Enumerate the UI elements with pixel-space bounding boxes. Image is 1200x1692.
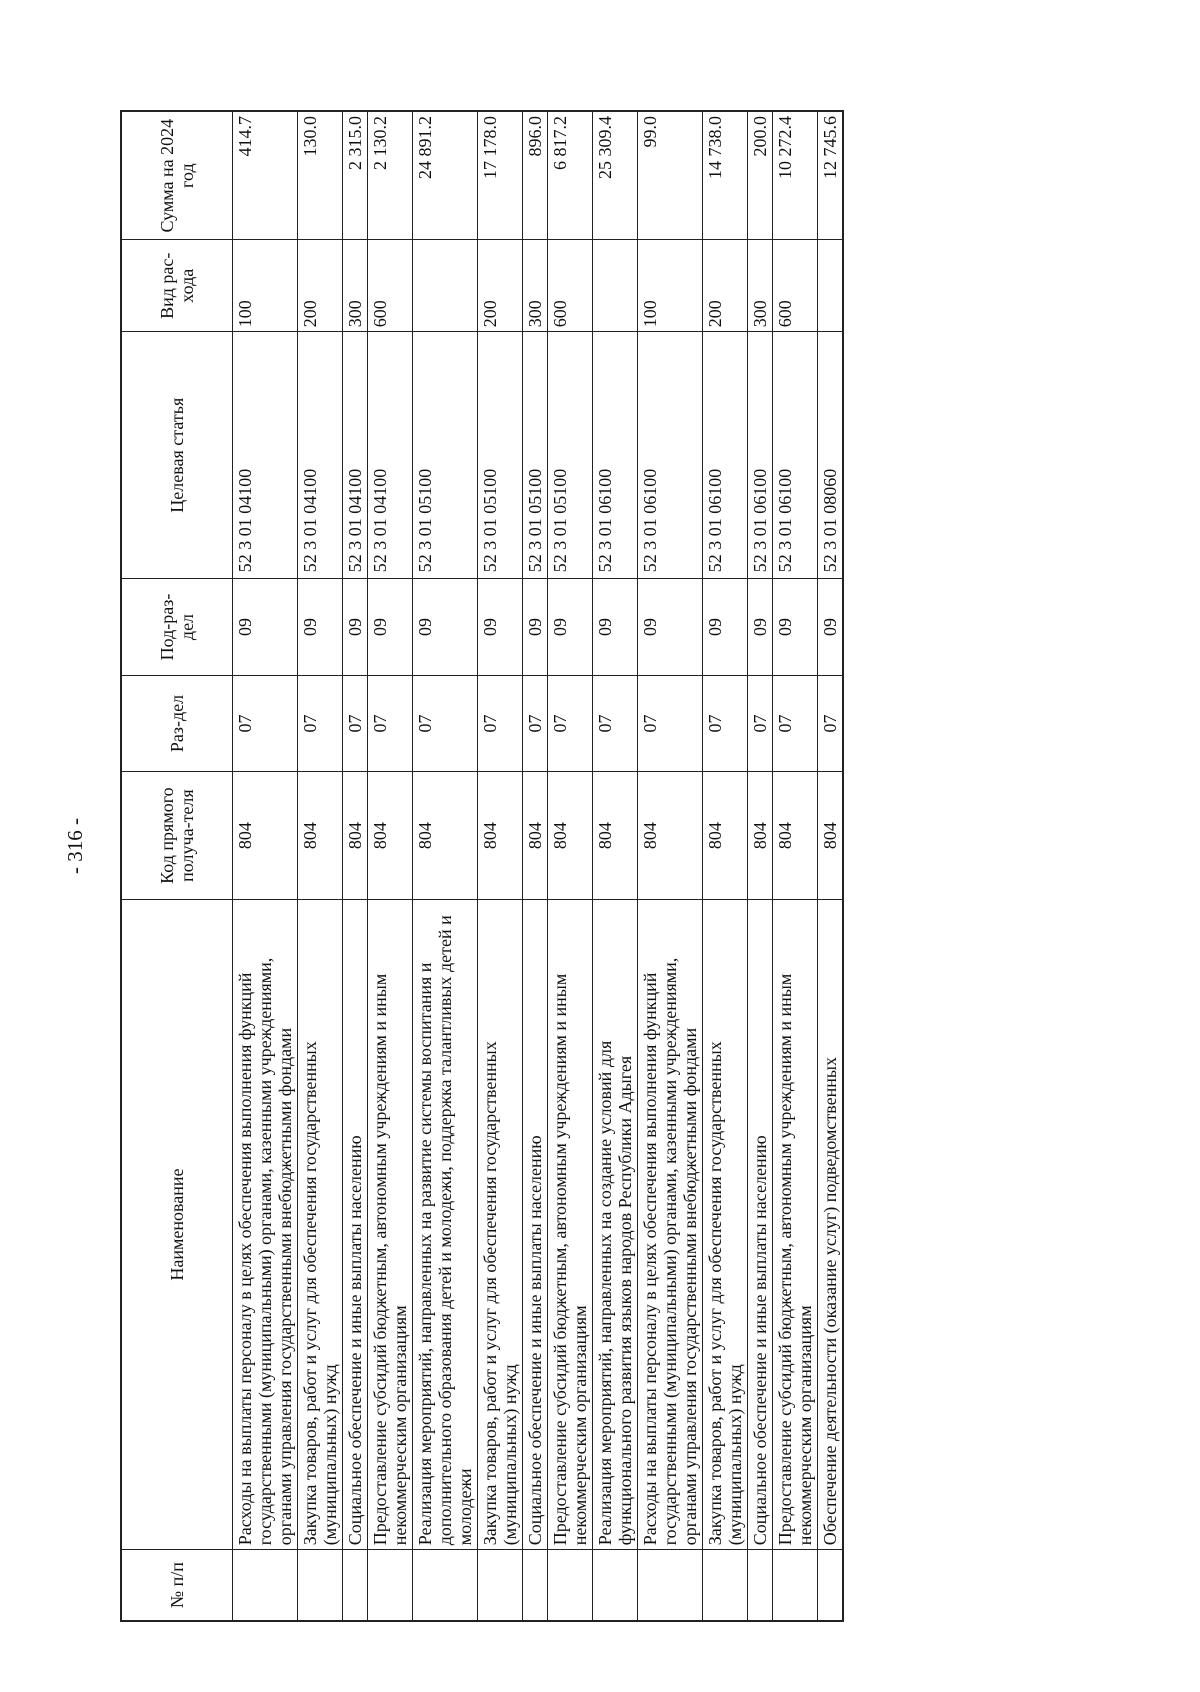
table-row <box>703 111 748 1621</box>
row-expense-type: 300 <box>523 240 548 332</box>
table-header-row <box>121 111 233 1621</box>
row-number <box>593 1550 638 1621</box>
row-subsection: 09 <box>748 579 773 676</box>
table-row <box>298 111 343 1621</box>
header-receiver: Код прямого получа-теля <box>121 772 233 900</box>
row-section: 07 <box>298 675 343 772</box>
row-section: 07 <box>638 675 703 772</box>
table-row <box>523 111 548 1621</box>
row-expense-type: 200 <box>703 240 748 332</box>
row-target-article: 52 3 01 06100 <box>703 332 748 579</box>
row-subsection: 09 <box>638 579 703 676</box>
row-receiver-code: 804 <box>478 772 523 900</box>
row-subsection: 09 <box>478 579 523 676</box>
header-amount: Сумма на 2024 год <box>121 111 233 240</box>
row-subsection: 09 <box>343 579 368 676</box>
table-row <box>593 111 638 1621</box>
row-name: Предоставление субсидий бюджетным, автономным учреждениям и иным некоммерческим организациям <box>368 899 413 1549</box>
row-expense-type: 100 <box>638 240 703 332</box>
row-subsection: 09 <box>523 579 548 676</box>
row-section: 07 <box>368 675 413 772</box>
row-expense-type: 600 <box>548 240 593 332</box>
row-expense-type: 600 <box>368 240 413 332</box>
row-name: Социальное обеспечение и иные выплаты населению <box>523 899 548 1549</box>
row-expense-type: 200 <box>298 240 343 332</box>
row-name: Обеспечение деятельности (оказание услуг) подведомственных <box>818 899 844 1549</box>
row-section: 07 <box>818 675 844 772</box>
row-amount: 200.0 <box>748 111 773 240</box>
row-number <box>413 1550 478 1621</box>
row-name: Реализация мероприятий, направленных на создание условий для функционального развития языков народов Республики Адыгея <box>593 899 638 1549</box>
row-amount: 2 315.0 <box>343 111 368 240</box>
table-row <box>478 111 523 1621</box>
row-receiver-code: 804 <box>298 772 343 900</box>
row-amount: 130.0 <box>298 111 343 240</box>
header-type: Вид рас-хода <box>121 240 233 332</box>
row-section: 07 <box>478 675 523 772</box>
row-target-article: 52 3 01 05100 <box>478 332 523 579</box>
row-target-article: 52 3 01 04100 <box>233 332 298 579</box>
row-receiver-code: 804 <box>413 772 478 900</box>
row-target-article: 52 3 01 05100 <box>548 332 593 579</box>
row-receiver-code: 804 <box>233 772 298 900</box>
row-target-article: 52 3 01 08060 <box>818 332 844 579</box>
header-target: Целевая статья <box>121 332 233 579</box>
row-section: 07 <box>593 675 638 772</box>
row-name: Предоставление субсидий бюджетным, автономным учреждениям и иным некоммерческим организациям <box>548 899 593 1549</box>
row-section: 07 <box>343 675 368 772</box>
row-section: 07 <box>548 675 593 772</box>
row-number <box>638 1550 703 1621</box>
row-target-article: 52 3 01 06100 <box>748 332 773 579</box>
row-section: 07 <box>773 675 818 772</box>
table-row <box>773 111 818 1621</box>
table-row <box>343 111 368 1621</box>
row-number <box>703 1550 748 1621</box>
row-subsection: 09 <box>413 579 478 676</box>
row-number <box>773 1550 818 1621</box>
row-expense-type <box>818 240 844 332</box>
header-num: № п/п <box>121 1550 233 1621</box>
row-subsection: 09 <box>233 579 298 676</box>
row-target-article: 52 3 01 06100 <box>593 332 638 579</box>
row-number <box>368 1550 413 1621</box>
row-target-article: 52 3 01 04100 <box>368 332 413 579</box>
row-subsection: 09 <box>368 579 413 676</box>
row-amount: 99.0 <box>638 111 703 240</box>
row-expense-type <box>593 240 638 332</box>
row-amount: 17 178.0 <box>478 111 523 240</box>
row-number <box>548 1550 593 1621</box>
row-receiver-code: 804 <box>368 772 413 900</box>
row-number <box>298 1550 343 1621</box>
row-receiver-code: 804 <box>638 772 703 900</box>
header-subsection: Под-раз-дел <box>121 579 233 676</box>
row-amount: 10 272.4 <box>773 111 818 240</box>
row-receiver-code: 804 <box>593 772 638 900</box>
row-name: Социальное обеспечение и иные выплаты населению <box>343 899 368 1549</box>
row-number <box>233 1550 298 1621</box>
table-row <box>413 111 478 1621</box>
row-name: Закупка товаров, работ и услуг для обеспечения государственных (муниципальных) нужд <box>298 899 343 1549</box>
row-amount: 24 891.2 <box>413 111 478 240</box>
row-subsection: 09 <box>298 579 343 676</box>
header-section: Раз-дел <box>121 675 233 772</box>
row-name: Закупка товаров, работ и услуг для обеспечения государственных (муниципальных) нужд <box>703 899 748 1549</box>
row-section: 07 <box>523 675 548 772</box>
row-expense-type: 300 <box>748 240 773 332</box>
row-receiver-code: 804 <box>523 772 548 900</box>
row-target-article: 52 3 01 05100 <box>413 332 478 579</box>
budget-table <box>120 110 844 1622</box>
table-row <box>548 111 593 1621</box>
row-subsection: 09 <box>593 579 638 676</box>
row-amount: 12 745.6 <box>818 111 844 240</box>
row-subsection: 09 <box>773 579 818 676</box>
table-row <box>368 111 413 1621</box>
row-receiver-code: 804 <box>703 772 748 900</box>
row-subsection: 09 <box>818 579 844 676</box>
row-receiver-code: 804 <box>748 772 773 900</box>
row-expense-type: 300 <box>343 240 368 332</box>
row-section: 07 <box>703 675 748 772</box>
row-name: Предоставление субсидий бюджетным, автономным учреждениям и иным некоммерческим организациям <box>773 899 818 1549</box>
page-number: - 316 - <box>63 818 87 874</box>
row-number <box>478 1550 523 1621</box>
row-section: 07 <box>233 675 298 772</box>
row-name: Расходы на выплаты персоналу в целях обеспечения выполнения функций государственными (муниципальными) органами, казенными учреждениями, органами управления государственными внебюджетными фондами <box>233 899 298 1549</box>
row-expense-type: 200 <box>478 240 523 332</box>
row-target-article: 52 3 01 05100 <box>523 332 548 579</box>
row-target-article: 52 3 01 06100 <box>773 332 818 579</box>
row-number <box>748 1550 773 1621</box>
row-amount: 14 738.0 <box>703 111 748 240</box>
row-receiver-code: 804 <box>343 772 368 900</box>
row-number <box>343 1550 368 1621</box>
row-expense-type: 600 <box>773 240 818 332</box>
row-expense-type: 100 <box>233 240 298 332</box>
row-number <box>523 1550 548 1621</box>
header-name: Наименование <box>121 899 233 1549</box>
table-rotation-wrapper <box>120 110 1100 1622</box>
table-row <box>818 111 844 1621</box>
table-body <box>233 111 844 1621</box>
row-expense-type <box>413 240 478 332</box>
row-receiver-code: 804 <box>548 772 593 900</box>
table-row <box>748 111 773 1621</box>
table-row <box>638 111 703 1621</box>
row-name: Закупка товаров, работ и услуг для обеспечения государственных (муниципальных) нужд <box>478 899 523 1549</box>
row-amount: 896.0 <box>523 111 548 240</box>
row-receiver-code: 804 <box>818 772 844 900</box>
row-subsection: 09 <box>703 579 748 676</box>
row-amount: 6 817.2 <box>548 111 593 240</box>
row-number <box>818 1550 844 1621</box>
row-name: Расходы на выплаты персоналу в целях обеспечения выполнения функций государственными (муниципальными) органами, казенными учреждениями, органами управления государственными внебюджетными фондами <box>638 899 703 1549</box>
row-name: Реализация мероприятий, направленных на развитие системы воспитания и дополнительного образования детей и молодежи, поддержка талантливых детей и молодежи <box>413 899 478 1549</box>
row-amount: 25 309.4 <box>593 111 638 240</box>
row-subsection: 09 <box>548 579 593 676</box>
row-amount: 2 130.2 <box>368 111 413 240</box>
row-name: Социальное обеспечение и иные выплаты населению <box>748 899 773 1549</box>
table-row <box>233 111 298 1621</box>
row-receiver-code: 804 <box>773 772 818 900</box>
row-amount: 414.7 <box>233 111 298 240</box>
row-target-article: 52 3 01 06100 <box>638 332 703 579</box>
row-section: 07 <box>748 675 773 772</box>
row-target-article: 52 3 01 04100 <box>343 332 368 579</box>
row-target-article: 52 3 01 04100 <box>298 332 343 579</box>
row-section: 07 <box>413 675 478 772</box>
